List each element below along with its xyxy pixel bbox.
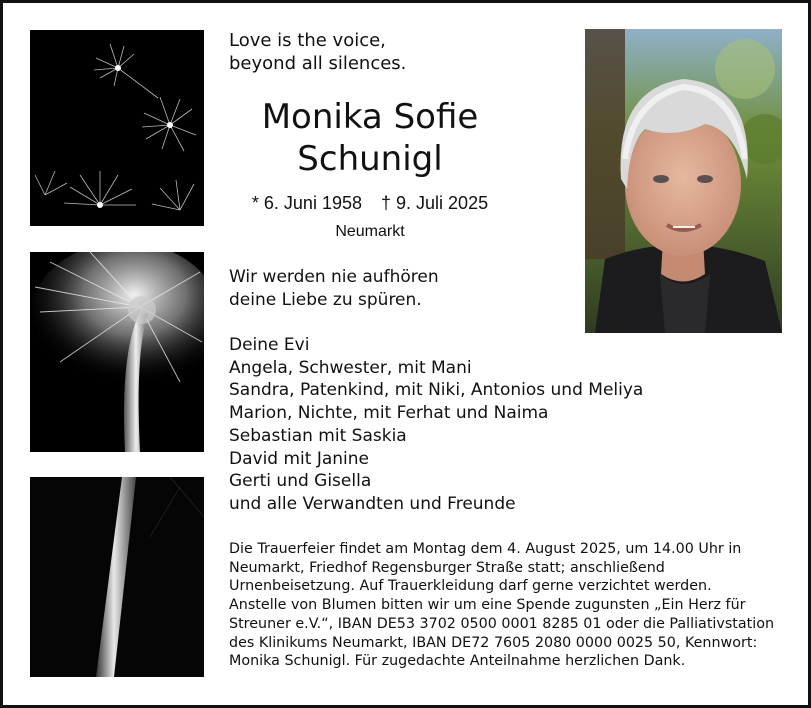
portrait-image: [585, 29, 782, 333]
mourner-entry: Marion, Nichte, mit Ferhat und Naima: [229, 403, 549, 424]
notice-line: Urnenbeisetzung. Auf Trauerkleidung darf gerne verzichtet werden.: [229, 578, 712, 595]
death-date: † 9. Juli 2025: [381, 193, 489, 213]
quote: [229, 29, 406, 75]
mourner-entry: Deine Evi: [229, 335, 310, 355]
notice-line: Anstelle von Blumen bitten wir um eine Spende zugunsten „Ein Herz für: [229, 597, 746, 614]
mourners-list: [229, 334, 643, 516]
dandelion-flower-image: [30, 252, 204, 452]
birth-date: * 6. Juni 1958: [251, 193, 362, 213]
place: Neumarkt: [335, 223, 405, 240]
quote-line-2: beyond all silences.: [229, 53, 407, 74]
notice-line: Neumarkt, Friedhof Regensburger Straße statt; anschließend: [229, 559, 665, 576]
life-dates: [229, 192, 511, 214]
dandelion-stem-photo: [30, 477, 204, 677]
mourner-entry: Gerti und Gisella: [229, 471, 372, 492]
deceased-first-names: Monika Sofie: [261, 97, 479, 137]
mourner-entry: Sebastian mit Saskia: [229, 425, 407, 446]
verse: [229, 266, 439, 312]
mourner-entry: und alle Verwandten und Freunde: [229, 493, 516, 514]
notice-line: Monika Schunigl. Für zugedachte Anteilnahme herzlichen Dank.: [229, 653, 686, 670]
dandelion-seeds-photo: [30, 30, 204, 226]
mourner-entry: Sandra, Patenkind, mit Niki, Antonios und Meliya: [229, 380, 644, 401]
dandelion-stem-image: [30, 477, 204, 677]
funeral-notice: [229, 540, 799, 671]
deceased-name: [229, 96, 511, 180]
quote-line-1: Love is the voice,: [229, 30, 386, 51]
mourner-entry: David mit Janine: [229, 448, 370, 469]
verse-line-1: Wir werden nie aufhören: [229, 267, 439, 287]
notice-line: Die Trauerfeier findet am Montag dem 4. August 2025, um 14.00 Uhr in: [229, 541, 742, 557]
mourner-entry: Angela, Schwester, mit Mani: [229, 357, 472, 378]
dandelion-flower-photo: [30, 252, 204, 452]
portrait-photo: [585, 29, 782, 333]
notice-line: des Klinikums Neumarkt, IBAN DE72 7605 2080 0000 0025 50, Kennwort:: [229, 634, 758, 651]
verse-line-2: deine Liebe zu spüren.: [229, 290, 422, 310]
deceased-last-name: Schunigl: [297, 139, 443, 179]
dandelion-seeds-image: [30, 30, 204, 226]
notice-line: Streuner e.V.“, IBAN DE53 3702 0500 0001 8285 01 oder die Palliativstation: [229, 615, 775, 632]
